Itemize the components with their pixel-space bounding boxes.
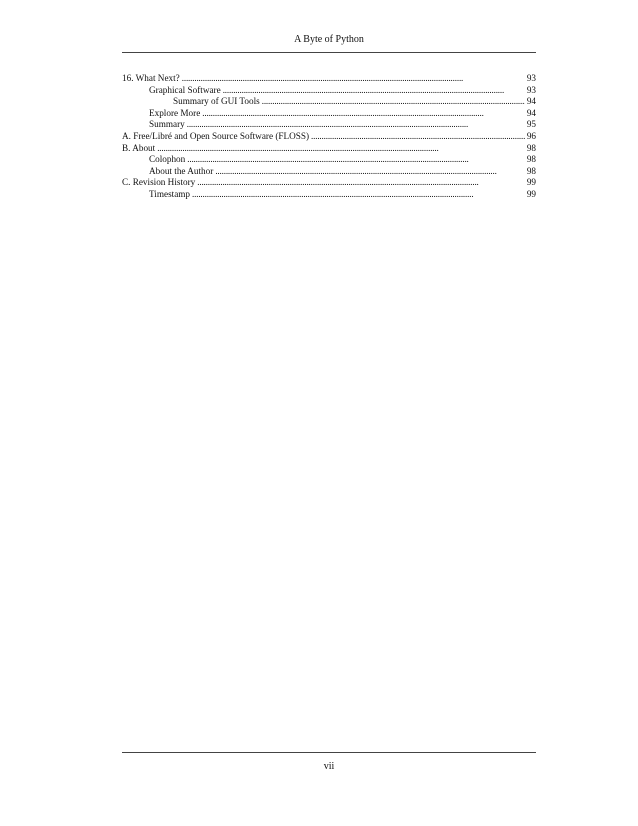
toc-entry[interactable] (122, 73, 536, 85)
toc-entry-title: Graphical Software (149, 84, 221, 95)
toc-entry-title: 16. What Next? (122, 73, 180, 83)
toc-entry-page: 98 (526, 165, 536, 176)
toc-entry-title: Colophon (149, 154, 186, 165)
dot-leader (157, 143, 525, 155)
toc-entry-title: About the Author (149, 165, 214, 176)
toc-entry-page: 99 (526, 188, 536, 199)
dot-leader (187, 119, 525, 131)
dot-leader (192, 189, 525, 201)
toc-entry[interactable] (122, 131, 536, 143)
toc-entry[interactable] (122, 154, 536, 166)
running-header: A Byte of Python (294, 34, 364, 45)
toc-entry-page: 94 (526, 107, 536, 118)
toc-entry-page: 99 (526, 177, 536, 188)
toc-entry[interactable] (122, 108, 536, 120)
toc-entry-title: Summary of GUI Tools (173, 96, 260, 107)
toc-entry-page: 98 (526, 154, 536, 165)
toc-entry-page: 94 (526, 96, 536, 107)
dot-leader (182, 73, 525, 85)
header-rule (122, 52, 536, 53)
footer-rule (122, 752, 536, 753)
toc-entry[interactable] (122, 189, 536, 201)
toc-entry[interactable] (122, 177, 536, 189)
dot-leader (197, 177, 525, 189)
toc-entry-page: 96 (526, 130, 536, 141)
toc-entry[interactable] (122, 85, 536, 97)
toc-entry[interactable] (122, 166, 536, 178)
toc-entry-page: 93 (526, 84, 536, 95)
toc-entry-title: Timestamp (149, 188, 191, 199)
toc-entry-title: B. About (122, 142, 156, 153)
toc-entry-title: C. Revision History (122, 177, 196, 188)
table-of-contents (122, 73, 536, 201)
toc-entry-page: 93 (526, 73, 536, 83)
toc-entry[interactable] (122, 143, 536, 155)
toc-entry[interactable] (122, 119, 536, 131)
toc-entry[interactable] (122, 96, 536, 108)
dot-leader (215, 166, 525, 178)
toc-entry-page: 95 (526, 119, 536, 130)
dot-leader (262, 96, 525, 108)
toc-entry-title: Explore More (149, 107, 201, 118)
dot-leader (311, 131, 525, 143)
page-number: vii (323, 761, 335, 772)
dot-leader (202, 108, 525, 120)
toc-entry-title: Summary (149, 119, 185, 130)
toc-entry-page: 98 (526, 142, 536, 153)
dot-leader (223, 85, 525, 97)
toc-entry-title: A. Free/Libré and Open Source Software (FLOSS) (122, 130, 310, 141)
dot-leader (187, 154, 525, 166)
